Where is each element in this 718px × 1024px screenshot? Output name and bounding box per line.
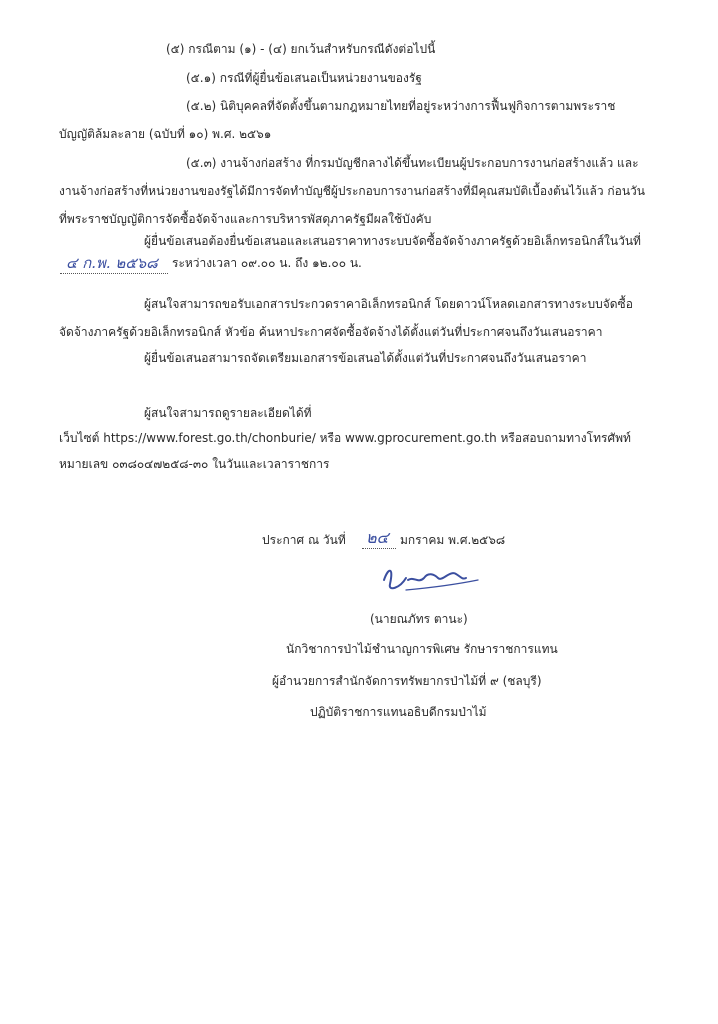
announcement-month-year: มกราคม พ.ศ.๒๕๖๘ (400, 533, 506, 547)
exception-item-5-1: (๕.๑) กรณีที่ผู้ยื่นข้อเสนอเป็นหน่วยงานของรัฐ (186, 71, 422, 85)
signatory-title-3: ปฏิบัติราชการแทนอธิบดีกรมป่าไม้ (310, 705, 487, 719)
exception-item-5: (๕) กรณีตาม (๑) - (๔) ยกเว้นสำหรับกรณีดังต่อไปนี้ (166, 42, 436, 56)
signatory-title-1: นักวิชาการป่าไม้ชำนาญการพิเศษ รักษาราชการแทน (286, 642, 558, 656)
signature-icon (378, 560, 482, 596)
announcement-prefix: ประกาศ ณ วันที่ (262, 533, 346, 547)
submission-line1: ผู้ยื่นข้อเสนอต้องยื่นข้อเสนอและเสนอราคาทางระบบจัดซื้อจัดจ้างภาครัฐด้วยอิเล็กทรอนิกส์ในวันที่ (144, 234, 641, 248)
exception-item-5-3-line3: ที่พระราชบัญญัติการจัดซื้อจัดจ้างและการบริหารพัสดุภาครัฐมีผลใช้บังคับ (59, 212, 432, 226)
signatory-title-2: ผู้อำนวยการสำนักจัดการทรัพยากรป่าไม้ที่ ๙ (ชลบุรี) (272, 674, 542, 688)
documents-line1: ผู้สนใจสามารถขอรับเอกสารประกวดราคาอิเล็กทรอนิกส์ โดยดาวน์โหลดเอกสารทางระบบจัดซื้อ (144, 297, 633, 311)
documents-line2: จัดจ้างภาครัฐด้วยอิเล็กทรอนิกส์ หัวข้อ ค้นหาประกาศจัดซื้อจัดจ้างได้ตั้งแต่วันที่ประกาศจนถึงวันเสนอราคา (59, 325, 603, 339)
contact-line2: เว็บไซต์ https://www.forest.go.th/chonburie/ หรือ www.gprocurement.go.th หรือสอบถามทางโทรศัพท์ (59, 431, 631, 445)
handwritten-announcement-day: ๒๔ (366, 528, 389, 547)
signatory-name: (นายณภัทร ตานะ) (370, 612, 468, 626)
handwritten-submission-date: ๔ ก.พ. ๒๕๖๘ (66, 254, 158, 272)
contact-line3: หมายเลข ๐๓๘๐๔๗๒๕๘-๓๐ ในวันและเวลาราชการ (59, 457, 330, 471)
contact-line1: ผู้สนใจสามารถดูรายละเอียดได้ที่ (144, 406, 312, 420)
exception-item-5-3-line2: งานจ้างก่อสร้างที่หน่วยงานของรัฐได้มีการจัดทำบัญชีผู้ประกอบการงานก่อสร้างที่มีคุณสมบัติเบื้องต้นไว้แล้ว ก่อนวัน (59, 184, 646, 198)
exception-item-5-3-line1: (๕.๓) งานจ้างก่อสร้าง ที่กรมบัญชีกลางได้ขึ้นทะเบียนผู้ประกอบการงานก่อสร้างแล้ว และ (186, 156, 639, 170)
documents-line3: ผู้ยื่นข้อเสนอสามารถจัดเตรียมเอกสารข้อเสนอได้ตั้งแต่วันที่ประกาศจนถึงวันเสนอราคา (144, 351, 587, 365)
exception-item-5-2-line2: บัญญัติล้มละลาย (ฉบับที่ ๑๐) พ.ศ. ๒๕๖๑ (59, 127, 272, 141)
submission-time: ระหว่างเวลา ๐๙.๐๐ น. ถึง ๑๒.๐๐ น. (172, 256, 362, 270)
exception-item-5-2-line1: (๕.๒) นิติบุคคลที่จัดตั้งขึ้นตามกฎหมายไทยที่อยู่ระหว่างการฟื้นฟูกิจการตามพระราช (186, 99, 616, 113)
